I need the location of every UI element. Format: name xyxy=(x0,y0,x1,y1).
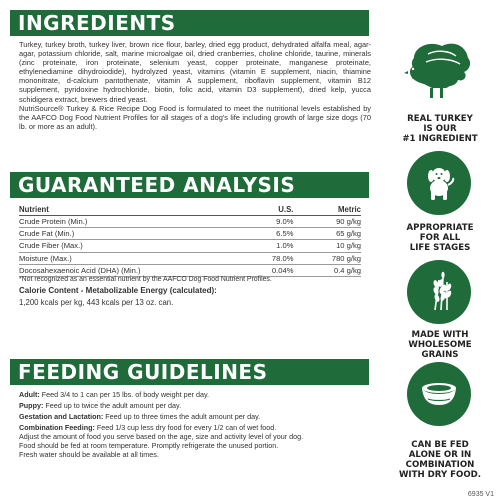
product-code: 6935 V1 xyxy=(467,491,494,498)
guaranteed-analysis-table xyxy=(19,205,361,277)
badge-label-bowl: CAN BE FED ALONE OR IN COMBINATION WITH DRY FOOD. xyxy=(398,440,482,480)
metric-value: 10 g/kg xyxy=(307,240,361,252)
calorie-value: 1,200 kcals per kg, 443 kcals per 13 oz. can. xyxy=(19,298,174,307)
gestation-guideline: Gestation and Lactation: Feed up to three times the adult amount per day. xyxy=(19,411,261,421)
table-row xyxy=(19,216,361,228)
dha-footnote: *Not recognized as an essential nutrient by the AAFCO Dog Food Nutrient Profiles. xyxy=(19,276,272,283)
bowl-badge xyxy=(407,362,471,426)
nutrient-name: Moisture (Max.) xyxy=(19,252,242,264)
nutrient-name: Crude Fat (Min.) xyxy=(19,228,242,240)
us-value: 9.0% xyxy=(242,216,307,228)
badge-label-turkey: REAL TURKEY IS OUR #1 INGREDIENT xyxy=(402,114,478,144)
turkey-icon xyxy=(402,38,476,100)
nutrient-name: Docosahexaenoic Acid (DHA) (Min.) xyxy=(19,264,242,276)
temperature-line: Food should be fed at room temperature. Promptly refrigerate the unused portion. xyxy=(19,441,279,451)
badge-label-puppy: APPROPRIATE FOR ALL LIFE STAGES xyxy=(406,223,474,253)
table-row xyxy=(19,264,361,276)
metric-value: 780 g/kg xyxy=(307,252,361,264)
nutrient-name: Crude Protein (Min.) xyxy=(19,216,242,228)
feeding-guidelines-heading: FEEDING GUIDELINES xyxy=(10,359,369,385)
badge-label-grain: MADE WITH WHOLESOME GRAINS xyxy=(408,330,472,360)
column-header-nutrient: Nutrient xyxy=(19,205,242,216)
adult-guideline: Adult: Feed 3/4 to 1 can per 15 lbs. of body weight per day. xyxy=(19,390,210,399)
guaranteed-analysis-heading: GUARANTEED ANALYSIS xyxy=(10,172,369,198)
water-line: Fresh water should be available at all times. xyxy=(19,450,159,460)
column-header-us: U.S. xyxy=(242,205,307,216)
metric-value: 0.4 g/kg xyxy=(307,264,361,276)
column-header-metric: Metric xyxy=(307,205,361,216)
combination-guideline: Combination Feeding: Feed 1/3 cup less dry food for every 1/2 can of wet food. xyxy=(19,423,277,433)
us-value: 0.04% xyxy=(242,264,307,276)
grain-badge xyxy=(407,260,471,324)
puppy-guideline: Puppy: Feed up to twice the adult amount per day. xyxy=(19,400,182,410)
metric-value: 90 g/kg xyxy=(307,216,361,228)
adjust-line: Adjust the amount of food you serve based on the age, size and activity level of your dog. xyxy=(19,432,304,442)
ingredients-text: Turkey, turkey broth, turkey liver, brown rice flour, barley, dried egg product, dehydrated alfalfa meal, agar-agar, potassium chloride, salt, marine microalgae oil, dried cranberries, choline chloride, taurine, minerals (zinc proteinate, iron proteinate, selenium yeast, copper proteinate, manganese proteinate, ethylenediamine dihydroiodide), hydrolyzed yeast, vitamins (vitamin E supplement, niacin, thiamine mononitrate, d-calcium pantothenate, vitamin A supplement, riboflavin supplement, vitamin B12 supplement, pyridoxine hydrochloride, biotin, folic acid, vitamin D3 supplement), dried kelp, yucca schidigera extract, brewers dried yeast. NutriSource® Turkey & Rice Recipe Dog Food is formulated to meet the nutritional levels established by the AAFCO Dog Food Nutrient Profiles for all stages of a dog's life including growth of large size dogs (70 lb. or more as an adult). xyxy=(19,40,371,131)
table-row xyxy=(19,228,361,240)
us-value: 78.0% xyxy=(242,252,307,264)
puppy-badge xyxy=(407,151,471,215)
us-value: 6.5% xyxy=(242,228,307,240)
feeding-guidelines-text xyxy=(19,390,371,459)
table-row xyxy=(19,240,361,252)
bowl-icon xyxy=(418,379,460,409)
us-value: 1.0% xyxy=(242,240,307,252)
ingredients-heading: INGREDIENTS xyxy=(10,10,369,36)
nutrient-name: Crude Fiber (Max.) xyxy=(19,240,242,252)
table-row xyxy=(19,252,361,264)
grain-icon xyxy=(419,270,459,314)
calorie-heading: Calorie Content - Metabolizable Energy (calculated): xyxy=(19,286,217,295)
puppy-icon xyxy=(419,163,459,203)
metric-value: 65 g/kg xyxy=(307,228,361,240)
